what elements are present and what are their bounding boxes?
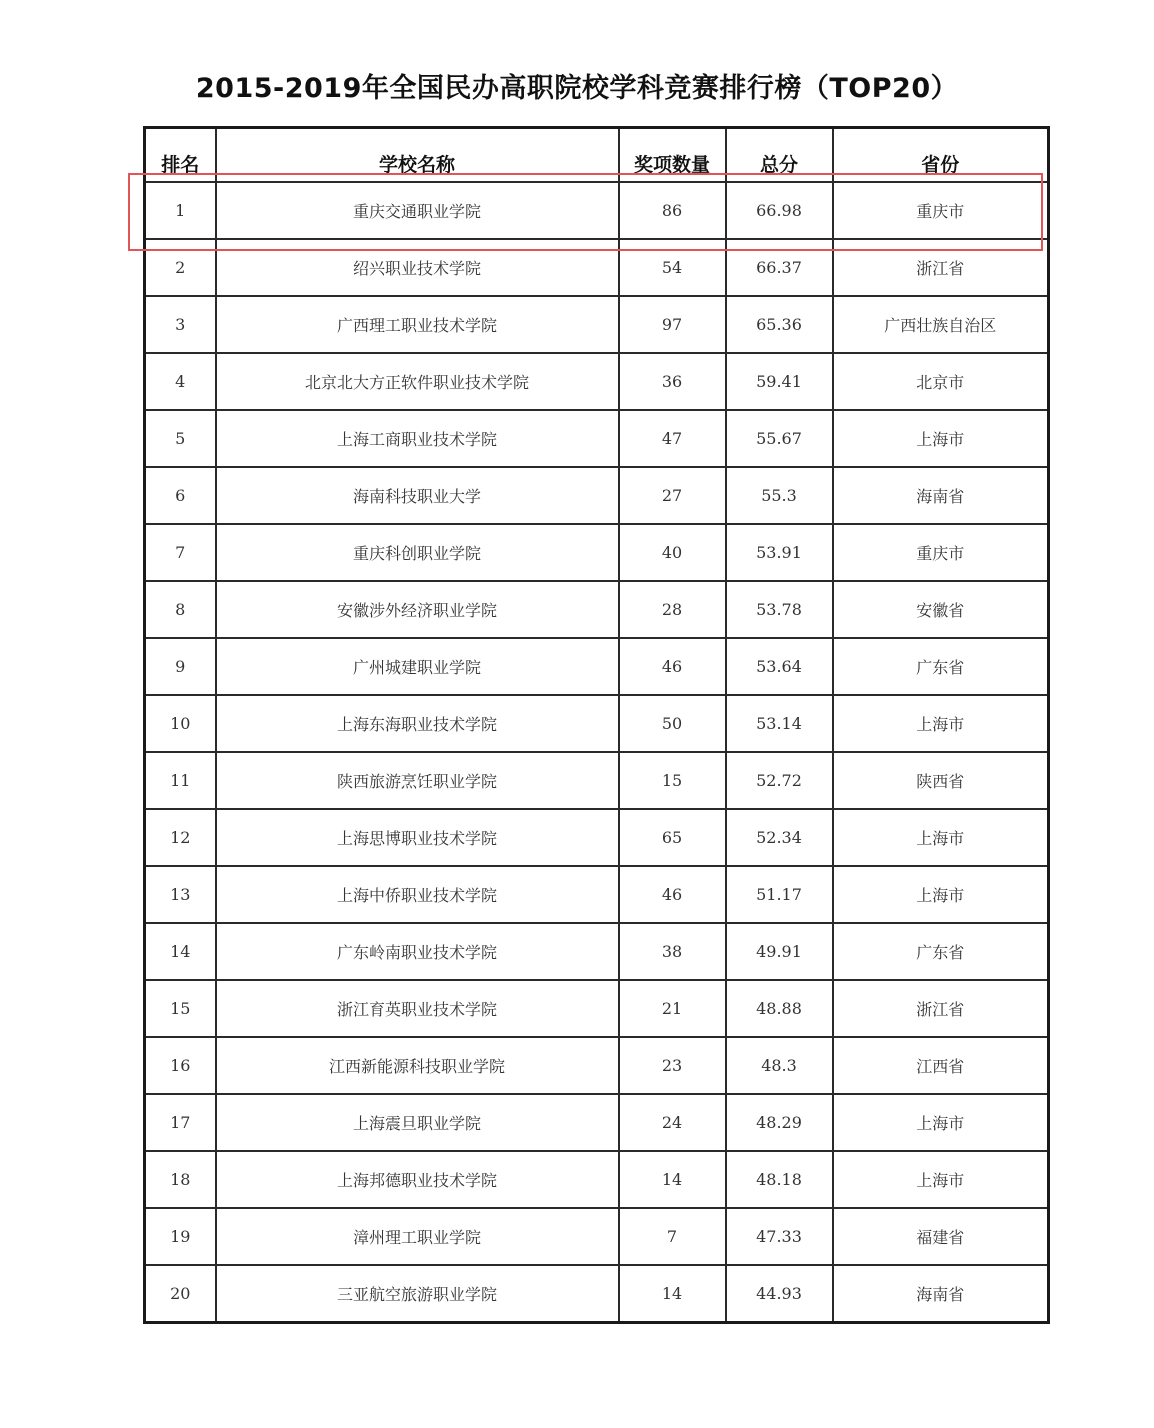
cell-province: 海南省 — [833, 467, 1049, 524]
header-awards: 奖项数量 — [619, 128, 726, 182]
table-row — [145, 1094, 1049, 1151]
cell-score: 48.88 — [726, 980, 833, 1037]
cell-rank: 12 — [145, 809, 216, 866]
table-body — [145, 182, 1049, 1323]
cell-school: 广东岭南职业技术学院 — [216, 923, 619, 980]
table-row — [145, 695, 1049, 752]
cell-awards: 28 — [619, 581, 726, 638]
cell-score: 53.91 — [726, 524, 833, 581]
cell-school: 上海思博职业技术学院 — [216, 809, 619, 866]
cell-school: 北京北大方正软件职业技术学院 — [216, 353, 619, 410]
table-row — [145, 1151, 1049, 1208]
table-row — [145, 980, 1049, 1037]
cell-school: 三亚航空旅游职业学院 — [216, 1265, 619, 1323]
table-row — [145, 296, 1049, 353]
cell-awards: 23 — [619, 1037, 726, 1094]
cell-awards: 40 — [619, 524, 726, 581]
cell-awards: 97 — [619, 296, 726, 353]
cell-province: 上海市 — [833, 866, 1049, 923]
cell-province: 广东省 — [833, 923, 1049, 980]
table-row — [145, 923, 1049, 980]
cell-school: 陕西旅游烹饪职业学院 — [216, 752, 619, 809]
cell-school: 上海中侨职业技术学院 — [216, 866, 619, 923]
cell-province: 重庆市 — [833, 182, 1049, 239]
cell-province: 浙江省 — [833, 239, 1049, 296]
cell-province: 安徽省 — [833, 581, 1049, 638]
cell-school: 绍兴职业技术学院 — [216, 239, 619, 296]
cell-awards: 21 — [619, 980, 726, 1037]
cell-school: 广西理工职业技术学院 — [216, 296, 619, 353]
cell-school: 漳州理工职业学院 — [216, 1208, 619, 1265]
cell-score: 52.34 — [726, 809, 833, 866]
cell-school: 浙江育英职业技术学院 — [216, 980, 619, 1037]
cell-awards: 36 — [619, 353, 726, 410]
cell-rank: 5 — [145, 410, 216, 467]
cell-score: 55.67 — [726, 410, 833, 467]
cell-school: 江西新能源科技职业学院 — [216, 1037, 619, 1094]
cell-province: 上海市 — [833, 1094, 1049, 1151]
cell-province: 江西省 — [833, 1037, 1049, 1094]
cell-awards: 86 — [619, 182, 726, 239]
cell-rank: 6 — [145, 467, 216, 524]
cell-awards: 38 — [619, 923, 726, 980]
table-header-row — [145, 128, 1049, 182]
cell-province: 广东省 — [833, 638, 1049, 695]
cell-awards: 47 — [619, 410, 726, 467]
cell-province: 上海市 — [833, 1151, 1049, 1208]
table-row — [145, 809, 1049, 866]
cell-rank: 17 — [145, 1094, 216, 1151]
cell-awards: 27 — [619, 467, 726, 524]
cell-score: 59.41 — [726, 353, 833, 410]
cell-rank: 1 — [145, 182, 216, 239]
cell-school: 上海邦德职业技术学院 — [216, 1151, 619, 1208]
page-title: 2015-2019年全国民办高职院校学科竞赛排行榜（TOP20） — [195, 73, 959, 104]
cell-rank: 4 — [145, 353, 216, 410]
cell-rank: 7 — [145, 524, 216, 581]
cell-awards: 46 — [619, 638, 726, 695]
cell-awards: 14 — [619, 1265, 726, 1323]
cell-score: 66.98 — [726, 182, 833, 239]
cell-rank: 19 — [145, 1208, 216, 1265]
table-row — [145, 467, 1049, 524]
cell-score: 53.14 — [726, 695, 833, 752]
cell-awards: 46 — [619, 866, 726, 923]
header-rank: 排名 — [145, 128, 216, 182]
cell-score: 48.29 — [726, 1094, 833, 1151]
cell-rank: 9 — [145, 638, 216, 695]
cell-score: 48.18 — [726, 1151, 833, 1208]
cell-rank: 8 — [145, 581, 216, 638]
cell-awards: 7 — [619, 1208, 726, 1265]
cell-score: 48.3 — [726, 1037, 833, 1094]
cell-awards: 24 — [619, 1094, 726, 1151]
table-row — [145, 182, 1049, 239]
cell-score: 65.36 — [726, 296, 833, 353]
table-row — [145, 410, 1049, 467]
cell-province: 上海市 — [833, 809, 1049, 866]
cell-school: 上海工商职业技术学院 — [216, 410, 619, 467]
cell-rank: 13 — [145, 866, 216, 923]
cell-score: 51.17 — [726, 866, 833, 923]
cell-school: 重庆科创职业学院 — [216, 524, 619, 581]
cell-province: 重庆市 — [833, 524, 1049, 581]
cell-rank: 18 — [145, 1151, 216, 1208]
cell-rank: 14 — [145, 923, 216, 980]
cell-score: 52.72 — [726, 752, 833, 809]
cell-school: 广州城建职业学院 — [216, 638, 619, 695]
table-row — [145, 353, 1049, 410]
cell-province: 北京市 — [833, 353, 1049, 410]
table-row — [145, 752, 1049, 809]
cell-province: 福建省 — [833, 1208, 1049, 1265]
cell-rank: 3 — [145, 296, 216, 353]
cell-rank: 10 — [145, 695, 216, 752]
table-row — [145, 1208, 1049, 1265]
cell-rank: 11 — [145, 752, 216, 809]
cell-score: 53.78 — [726, 581, 833, 638]
cell-rank: 15 — [145, 980, 216, 1037]
cell-province: 广西壮族自治区 — [833, 296, 1049, 353]
cell-score: 55.3 — [726, 467, 833, 524]
table-row — [145, 239, 1049, 296]
cell-awards: 15 — [619, 752, 726, 809]
header-score: 总分 — [726, 128, 833, 182]
cell-score: 66.37 — [726, 239, 833, 296]
table-row — [145, 866, 1049, 923]
ranking-table — [143, 126, 1050, 1324]
cell-school: 上海东海职业技术学院 — [216, 695, 619, 752]
cell-school: 重庆交通职业学院 — [216, 182, 619, 239]
table-row — [145, 1037, 1049, 1094]
table-row — [145, 638, 1049, 695]
cell-score: 44.93 — [726, 1265, 833, 1323]
cell-score: 53.64 — [726, 638, 833, 695]
cell-province: 陕西省 — [833, 752, 1049, 809]
cell-province: 上海市 — [833, 410, 1049, 467]
cell-rank: 2 — [145, 239, 216, 296]
cell-awards: 14 — [619, 1151, 726, 1208]
header-province: 省份 — [833, 128, 1049, 182]
cell-province: 海南省 — [833, 1265, 1049, 1323]
cell-school: 上海震旦职业学院 — [216, 1094, 619, 1151]
cell-awards: 65 — [619, 809, 726, 866]
cell-score: 47.33 — [726, 1208, 833, 1265]
table-row — [145, 1265, 1049, 1323]
header-school: 学校名称 — [216, 128, 619, 182]
cell-school: 海南科技职业大学 — [216, 467, 619, 524]
cell-province: 上海市 — [833, 695, 1049, 752]
cell-score: 49.91 — [726, 923, 833, 980]
cell-school: 安徽涉外经济职业学院 — [216, 581, 619, 638]
cell-rank: 16 — [145, 1037, 216, 1094]
cell-rank: 20 — [145, 1265, 216, 1323]
table-row — [145, 524, 1049, 581]
cell-province: 浙江省 — [833, 980, 1049, 1037]
cell-awards: 54 — [619, 239, 726, 296]
table-row — [145, 581, 1049, 638]
cell-awards: 50 — [619, 695, 726, 752]
